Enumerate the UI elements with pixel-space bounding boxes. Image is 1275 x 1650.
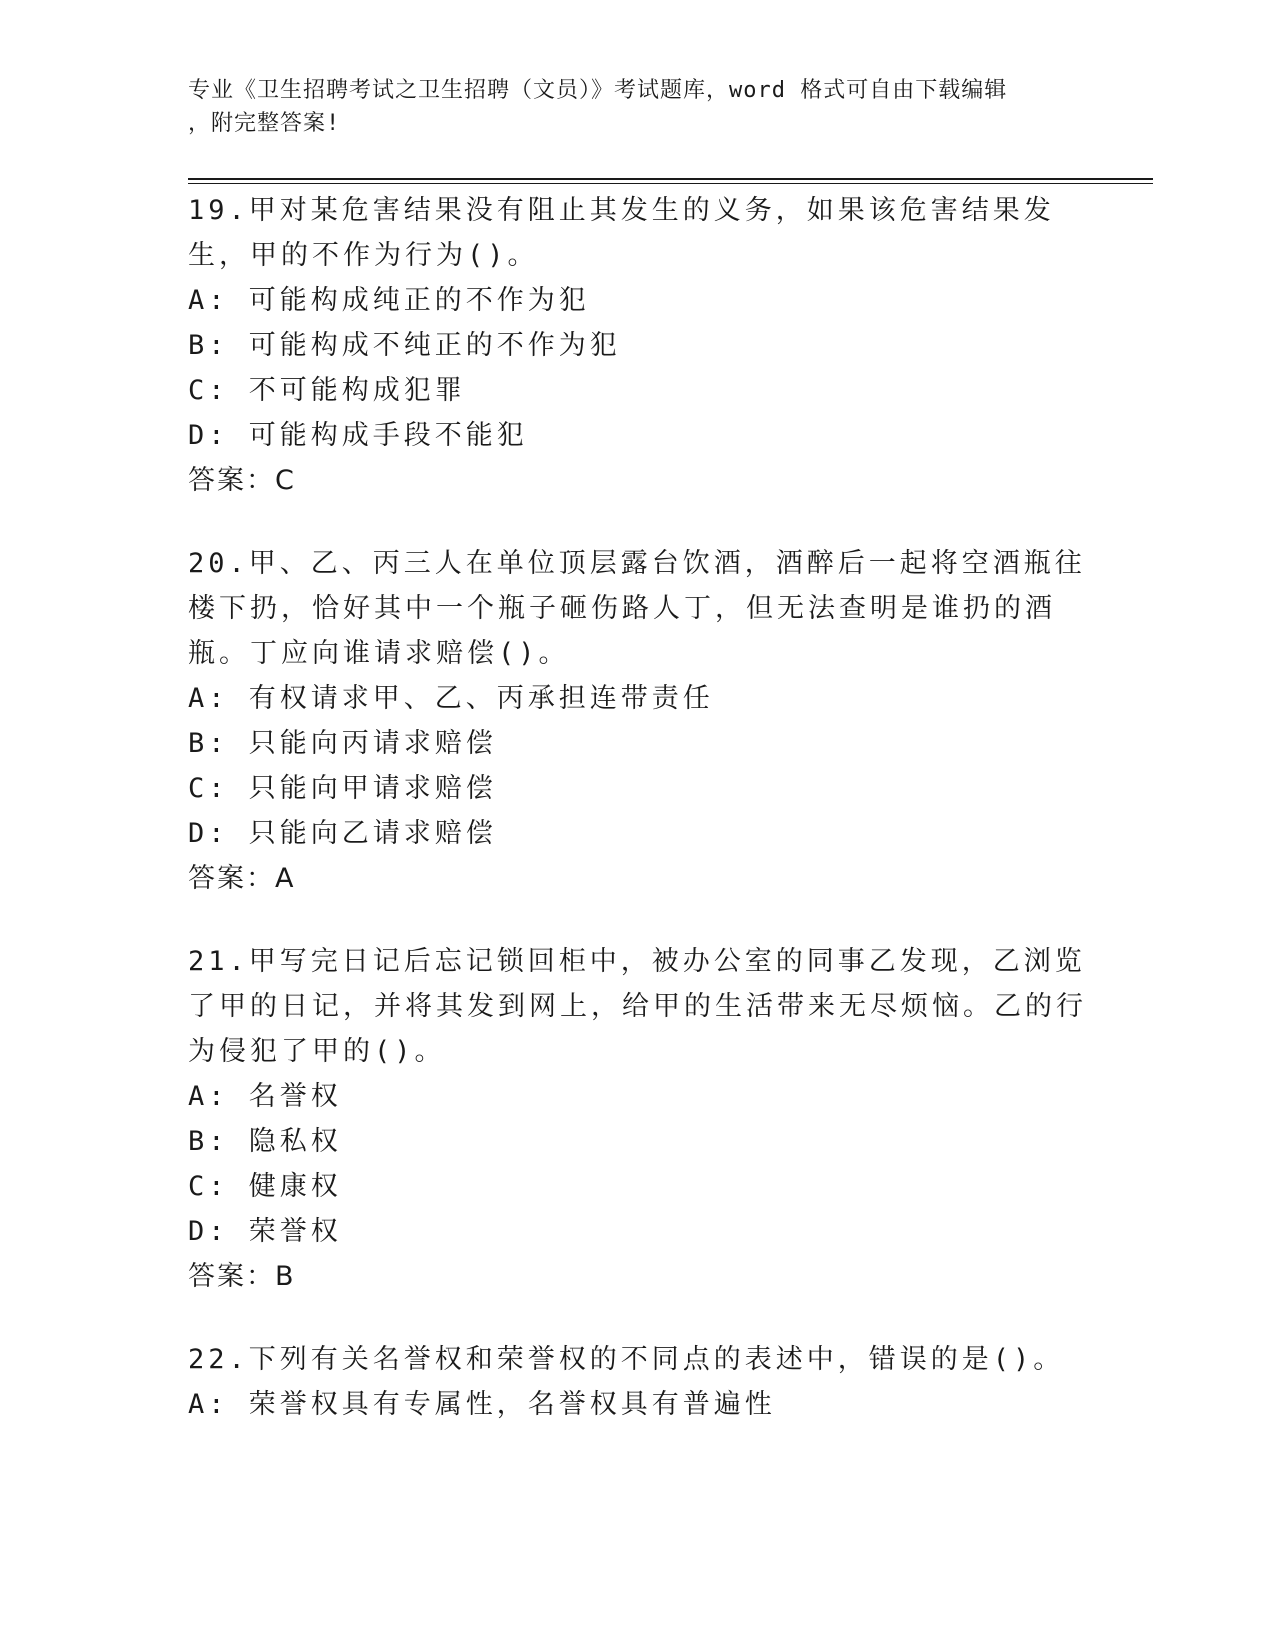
option-d: D: 荣誉权 xyxy=(188,1216,342,1247)
question-stem: 21.甲写完日记后忘记锁回柜中，被办公室的同事乙发现，乙浏览了甲的日记，并将其发到网上，给甲的生活带来无尽烦恼。乙的行为侵犯了甲的()。 xyxy=(188,946,1087,1067)
option-b: B: 只能向丙请求赔偿 xyxy=(188,728,497,759)
option-a: A: 可能构成纯正的不作为犯 xyxy=(188,285,590,316)
question-stem: 22.下列有关名誉权和荣誉权的不同点的表述中，错误的是()。 xyxy=(188,1344,1065,1375)
question-19 xyxy=(188,188,1088,503)
question-stem: 20.甲、乙、丙三人在单位顶层露台饮酒，酒醉后一起将空酒瓶往楼下扔，恰好其中一个瓶子砸伤路人丁，但无法查明是谁扔的酒瓶。丁应向谁请求赔偿()。 xyxy=(188,548,1086,669)
option-a: A: 有权请求甲、乙、丙承担连带责任 xyxy=(188,683,714,714)
option-b: B: 可能构成不纯正的不作为犯 xyxy=(188,330,621,361)
option-c: C: 健康权 xyxy=(188,1171,342,1202)
option-c: C: 不可能构成犯罪 xyxy=(188,375,466,406)
option-d: D: 只能向乙请求赔偿 xyxy=(188,818,497,849)
header-divider-thick xyxy=(188,178,1153,180)
option-a: A: 名誉权 xyxy=(188,1081,342,1112)
option-c: C: 只能向甲请求赔偿 xyxy=(188,773,497,804)
option-a: A: 荣誉权具有专属性，名誉权具有普遍性 xyxy=(188,1389,776,1420)
question-22 xyxy=(188,1337,1088,1427)
question-stem: 19.甲对某危害结果没有阻止其发生的义务，如果该危害结果发生，甲的不作为行为()。 xyxy=(188,195,1055,271)
document-header xyxy=(188,74,1068,140)
question-list xyxy=(188,188,1088,1465)
answer-line: 答案：B xyxy=(188,1261,296,1292)
answer-line: 答案：C xyxy=(188,465,296,496)
header-line-1: 专业《卫生招聘考试之卫生招聘（文员）》考试题库，word 格式可自由下载编辑 xyxy=(188,78,1008,103)
option-b: B: 隐私权 xyxy=(188,1126,342,1157)
header-line-2: ，附完整答案! xyxy=(188,111,341,136)
question-20 xyxy=(188,541,1088,901)
answer-line: 答案：A xyxy=(188,863,296,894)
question-21 xyxy=(188,939,1088,1299)
header-divider-thin xyxy=(188,183,1153,184)
option-d: D: 可能构成手段不能犯 xyxy=(188,420,528,451)
